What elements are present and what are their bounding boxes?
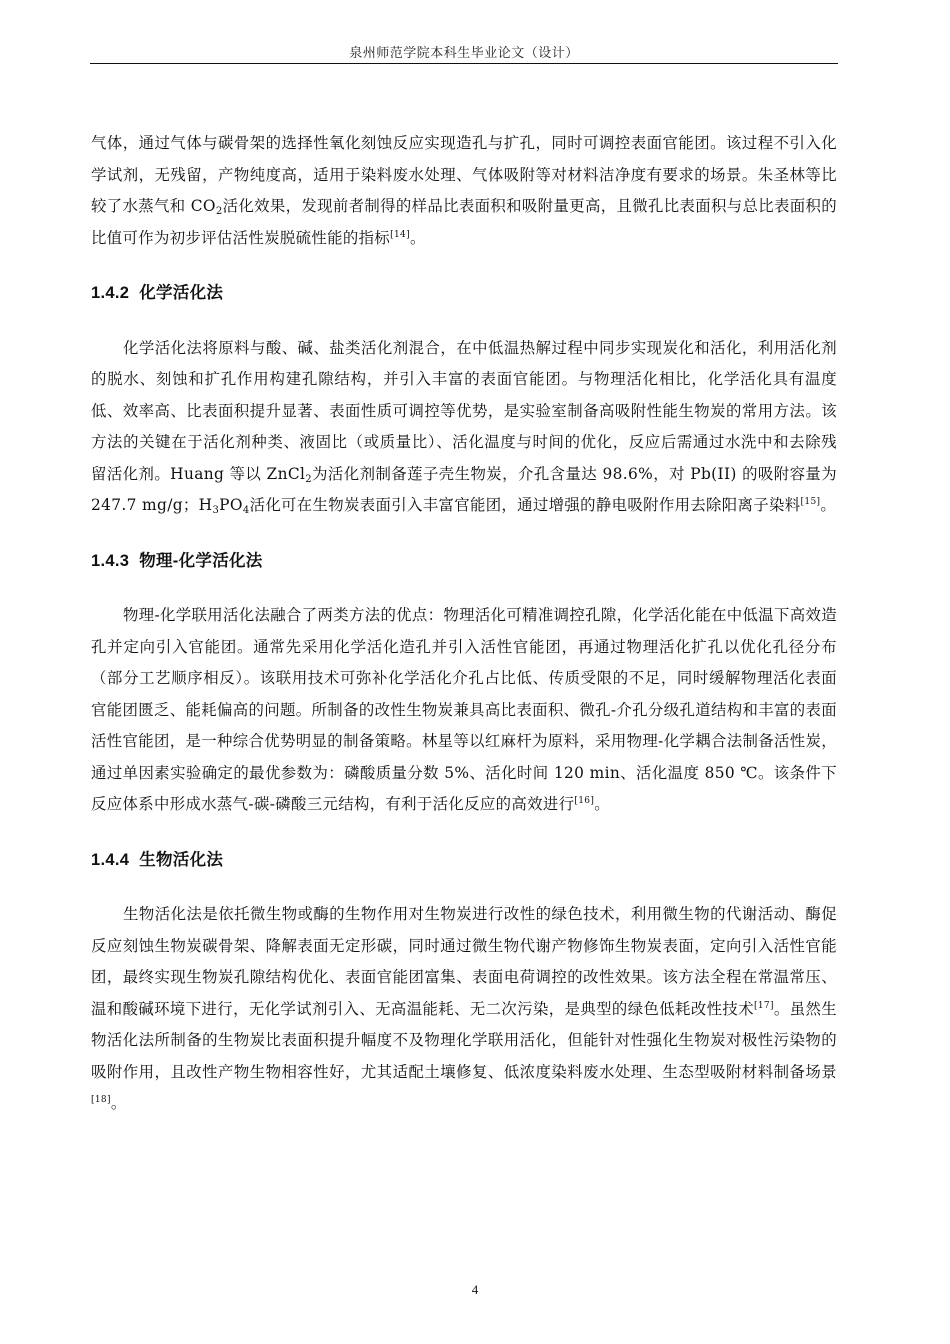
section-number: 1.4.2 [91,284,130,302]
page-number: 4 [471,1282,479,1297]
section-title: 生物活化法 [139,850,224,869]
section-heading-1-4-2 [91,278,837,310]
paragraph-physical-chemical-activation [91,600,837,821]
text-run: 。 [110,1094,127,1112]
header-rule [90,63,838,64]
section-heading-1-4-4 [91,845,837,877]
paragraph-biological-activation [91,899,837,1120]
text-run: 。 [594,795,610,813]
paragraph-chemical-activation [91,333,837,522]
paragraph-physical-activation-continued [91,128,837,254]
section-heading-1-4-3 [91,546,837,578]
text-run: 。 [820,496,837,514]
text-run: PO [219,496,243,514]
text-run: 。虽然生物活化法所制备的生物炭比表面积提升幅度不及物理化学联用活化，但能针对性强化生物炭对极性污染物的吸附作用，且改性产物生物相容性好，尤其适配土壤修复、低浓度染料废水处理、生态型吸附材料制备场景 [91,999,837,1081]
running-header: 泉州师范学院本科生毕业论文（设计） [349,46,579,61]
text-run: 。 [409,228,426,247]
text-run: 气体，通过气体与碳骨架的选择性氧化刻蚀反应实现造孔与扩孔，同时可调控表面官能团。该过程不引入化学试剂，无残留，产物纯度高，适用于染料废水处理、气体吸附等对材料洁净度有要求的场景。朱圣林等比较了水蒸气和 CO [91,134,837,215]
section-title: 化学活化法 [139,284,224,302]
citation-ref: [16] [574,796,595,806]
section-title: 物理-化学活化法 [139,551,263,570]
text-run: 生物活化法是依托微生物或酶的生物作用对生物炭进行改性的绿色技术，利用微生物的代谢活动、酶促反应刻蚀生物炭碳骨架、降解表面无定形碳，同时通过微生物代谢产物修饰生物炭表面，定向引入活性官能团，最终实现生物炭孔隙结构优化、表面官能团富集、表面电荷调控的改性效果。该方法全程在常温常压、温和酸碱环境下进行，无化学试剂引入、无高温能耗、无二次污染，是典型的绿色低耗改性技术 [91,905,837,1018]
subscript: 2 [215,206,223,217]
citation-ref: [14] [390,229,410,240]
subscript: 4 [242,505,250,516]
subscript: 3 [212,505,220,516]
text-run: 活化效果，发现前者制得的样品比表面积和吸附量更高，且微孔比表面积与总比表面积的比值可作为初步评估活性炭脱硫性能的指标 [91,197,837,247]
text-run: 活化可在生物炭表面引入丰富官能团，通过增强的静电吸附作用去除阳离子染料 [249,496,801,514]
text-run: 物理-化学联用活化法融合了两类方法的优点：物理活化可精准调控孔隙，化学活化能在中低温下高效造孔并定向引入官能团。通常先采用化学活化造孔并引入活性官能团，再通过物理活化扩孔以优化孔径分布（部分工艺顺序相反）。该联用技术可弥补化学活化介孔占比低、传质受限的不足，同时缓解物理活化表面官能团匮乏、能耗偏高的问题。所制备的改性生物炭兼具高比表面积、微孔-介孔分级孔道结构和丰富的表面活性官能团，是一种综合优势明显的制备策略。林星等以红麻杆为原料，采用物理-化学耦合法制备活性炭，通过单因素实验确定的最优参数为：磷酸质量分数 5%、活化时间 120 min、活化温度 850 ℃。该条件下反应体系中形成水蒸气-碳-磷酸三元结构，有利于活化反应的高效进行 [91,606,837,813]
section-number: 1.4.3 [91,551,130,570]
section-number: 1.4.4 [91,850,130,869]
page-body [91,128,837,1120]
text-run: 化学活化法将原料与酸、碱、盐类活化剂混合，在中低温热解过程中同步实现炭化和活化，利用活化剂的脱水、刻蚀和扩孔作用构建孔隙结构，并引入丰富的表面官能团。与物理活化相比，化学活化具有温度低、效率高、比表面积提升显著、表面性质可调控等优势，是实验室制备高吸附性能生物炭的常用方法。该方法的关键在于活化剂种类、液固比（或质量比）、活化温度与时间的优化，反应后需通过水洗中和去除残留活化剂。Huang 等以 ZnCl [91,338,837,483]
citation-ref: [18] [91,1095,111,1105]
subscript: 2 [305,473,312,485]
text-run: 为活化剂制备莲子壳生物炭，介孔含量达 98.6%，对 Pb(II) 的吸附容量为 247.7 mg/g；H [91,464,837,514]
citation-ref: [17] [753,1000,774,1011]
citation-ref: [15] [800,497,821,507]
